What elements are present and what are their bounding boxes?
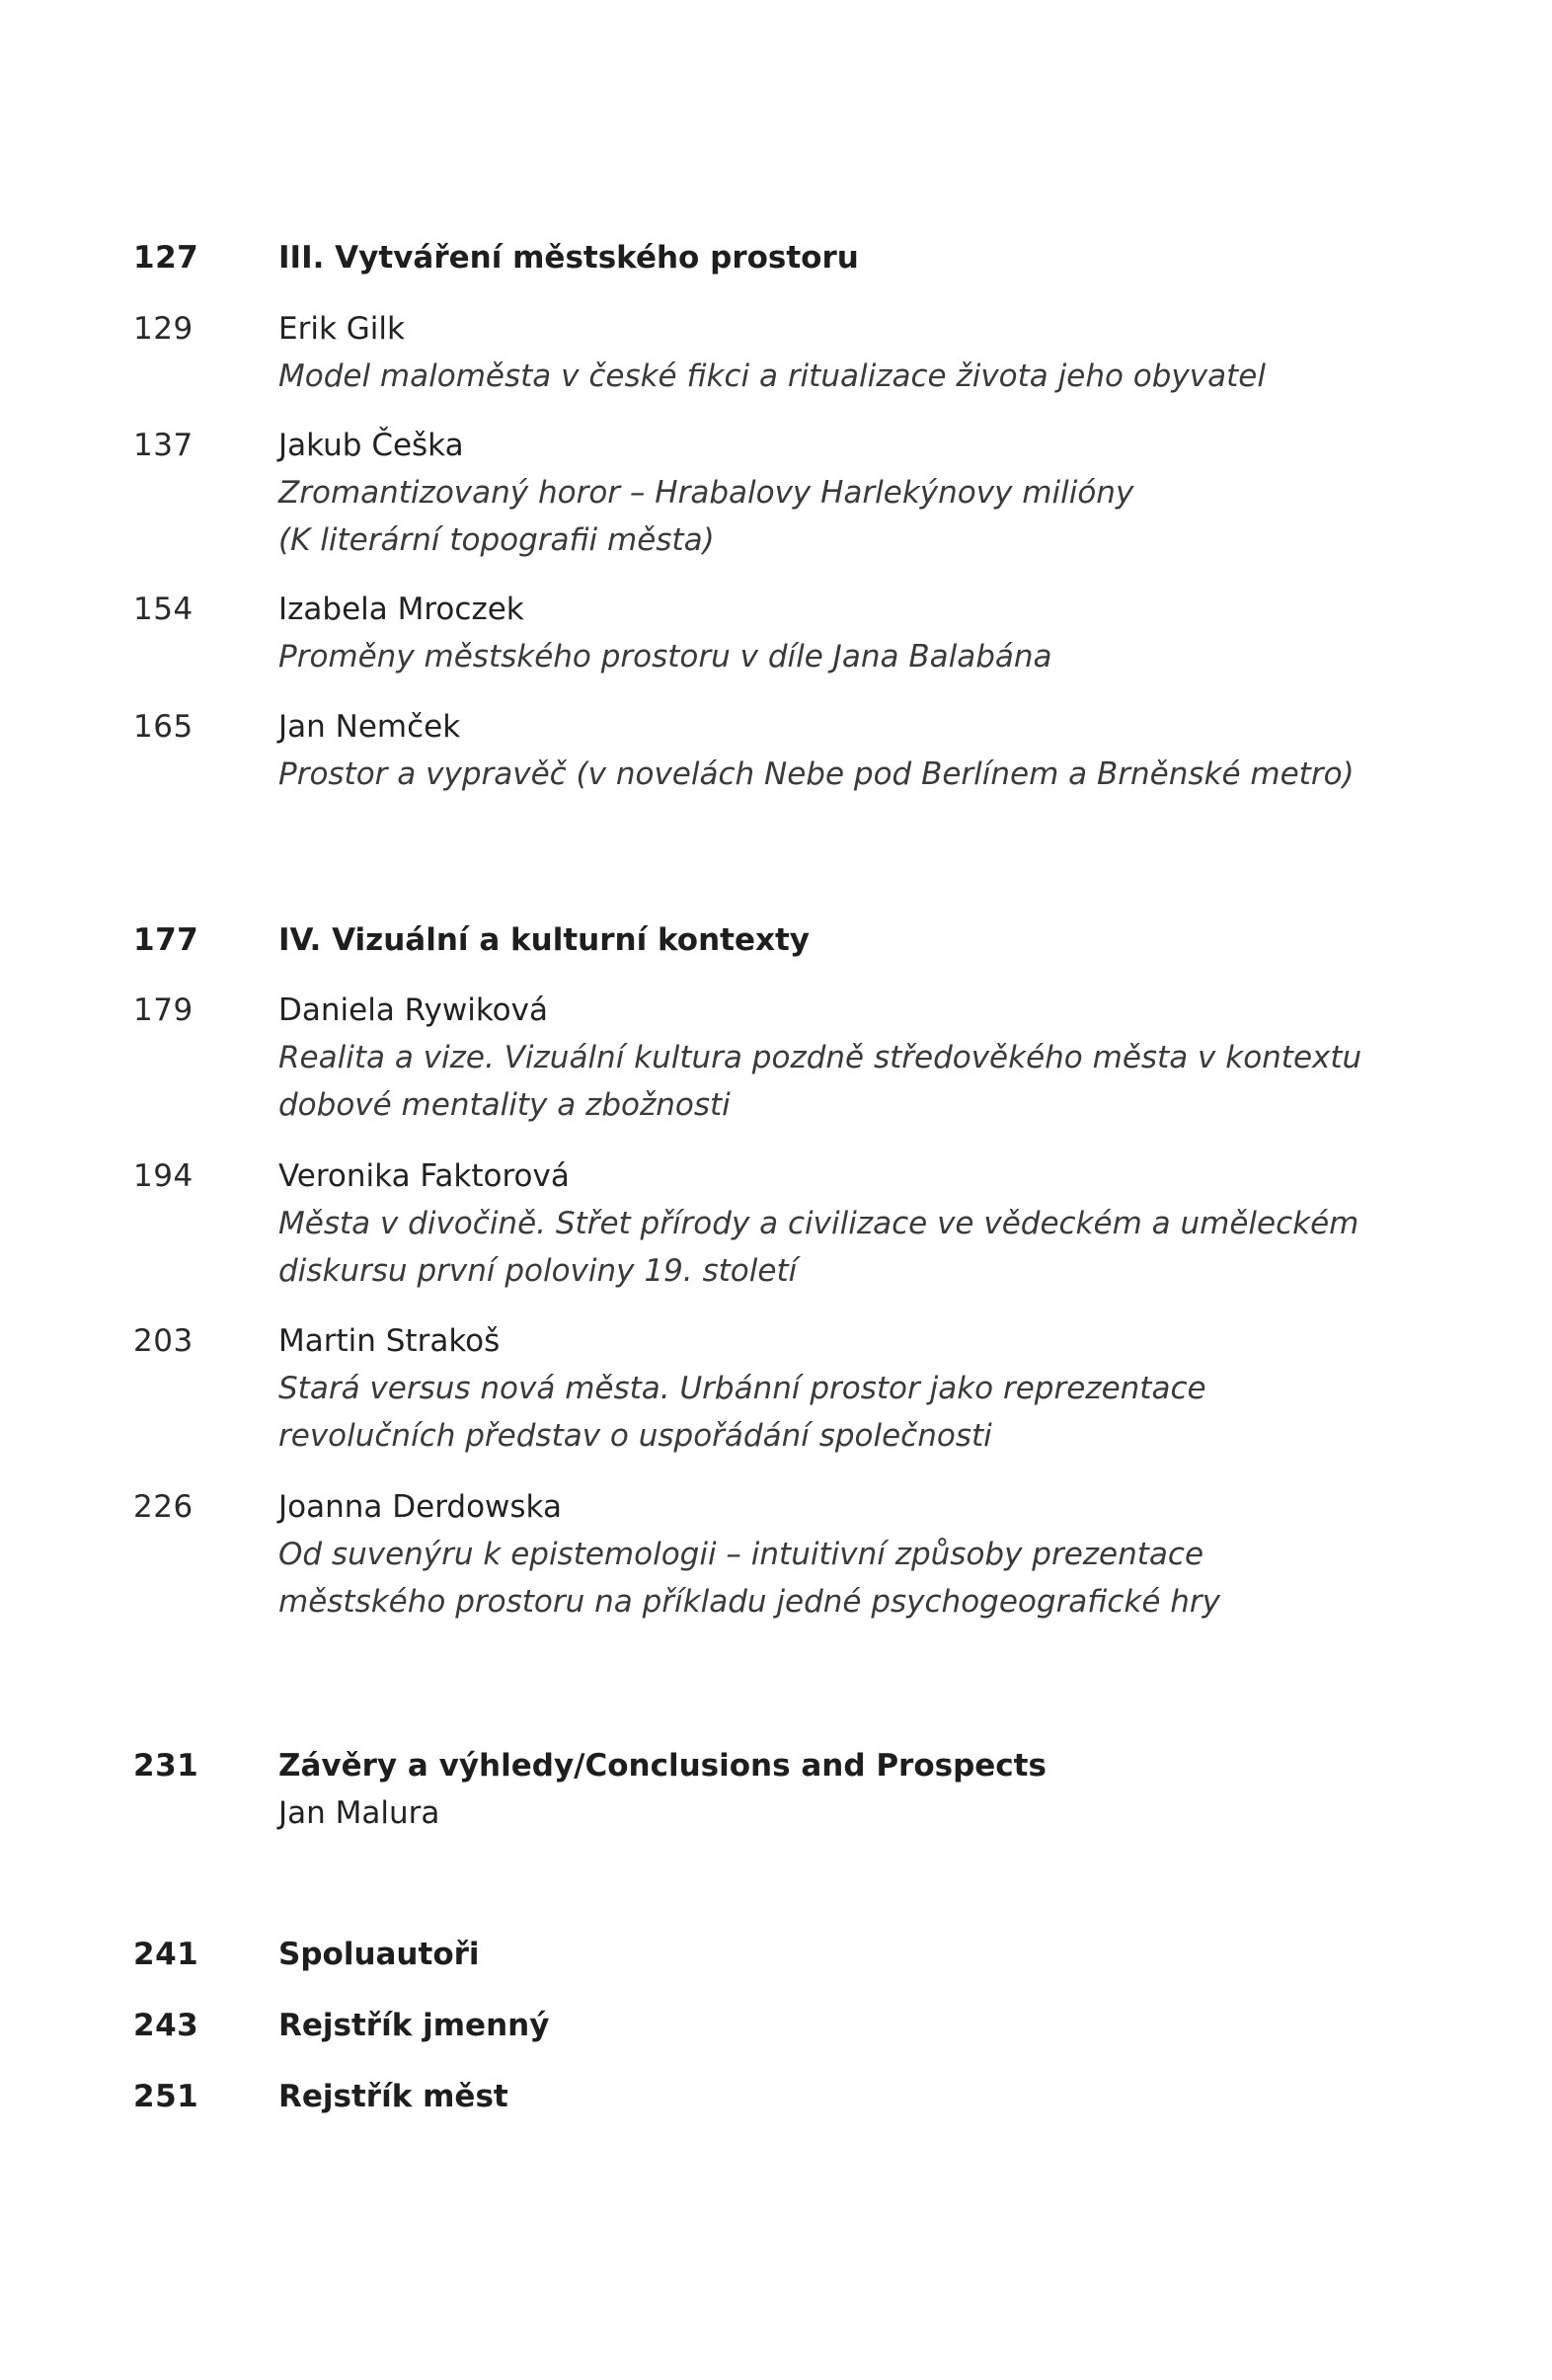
page-number: 194 <box>133 1158 194 1194</box>
entry-content <box>278 586 1443 680</box>
author-name: Daniela Rywiková <box>278 992 548 1028</box>
page-number: 127 <box>133 240 199 276</box>
page-number: 226 <box>133 1489 194 1525</box>
section-heading: Rejstřík jmenný <box>278 2008 550 2043</box>
entry-content <box>278 703 1443 798</box>
page-number: 154 <box>133 592 194 627</box>
page-number: 203 <box>133 1323 194 1359</box>
page-number: 243 <box>133 2008 199 2043</box>
author-name: Martin Strakoš <box>278 1323 501 1359</box>
chapter-title: (K literární topografii města) <box>278 522 715 558</box>
chapter-title: Města v divočině. Střet přírody a civilizace ve vědeckém a uměleckém <box>278 1206 1359 1241</box>
section-content <box>278 1931 1443 1978</box>
entry-content <box>278 305 1443 400</box>
section-content <box>278 234 1443 281</box>
entry-content <box>278 422 1443 564</box>
chapter-title: Prostor a vypravěč (v novelách Nebe pod Berlínem a Brněnské metro) <box>278 756 1355 792</box>
section-heading: IV. Vizuální a kulturní kontexty <box>278 922 811 958</box>
section-content <box>278 1742 1443 1837</box>
author-name: Izabela Mroczek <box>278 592 524 627</box>
chapter-title: Model maloměsta v české fikci a ritualizace života jeho obyvatel <box>278 358 1266 394</box>
page-number: 177 <box>133 922 199 958</box>
author-name: Jan Nemček <box>278 709 461 745</box>
page-number: 137 <box>133 428 194 463</box>
chapter-title: dobové mentality a zbožnosti <box>278 1087 731 1123</box>
entry-content <box>278 1152 1443 1295</box>
page-number: 241 <box>133 1937 199 1972</box>
page-number: 251 <box>133 2079 199 2114</box>
section-heading: Rejstřík měst <box>278 2079 508 2114</box>
entry-content <box>278 987 1443 1129</box>
author-name: Erik Gilk <box>278 311 405 347</box>
page-number: 129 <box>133 311 194 347</box>
chapter-title: revolučních představ o uspořádání společnosti <box>278 1418 992 1454</box>
chapter-title: Od suvenýru k epistemologii – intuitivní způsoby prezentace <box>278 1537 1204 1572</box>
page-number: 165 <box>133 709 194 745</box>
chapter-title: Realita a vize. Vizuální kultura pozdně středověkého města v kontextu <box>278 1040 1362 1075</box>
author-name: Veronika Faktorová <box>278 1158 570 1194</box>
author-name: Joanna Derdowska <box>278 1489 562 1525</box>
section-content <box>278 916 1443 964</box>
section-heading: Závěry a výhledy/Conclusions and Prospects <box>278 1748 1047 1784</box>
page-number: 179 <box>133 992 194 1028</box>
entry-content <box>278 1483 1443 1626</box>
chapter-title: městského prostoru na příkladu jedné psychogeografické hry <box>278 1584 1220 1620</box>
section-heading: Spoluautoři <box>278 1937 480 1972</box>
page-number: 231 <box>133 1748 199 1784</box>
author-name: Jakub Češka <box>278 428 464 463</box>
section-content <box>278 2073 1443 2120</box>
chapter-title: diskursu první poloviny 19. století <box>278 1253 798 1289</box>
chapter-title: Zromantizovaný horor – Hrabalovy Harlekýnovy milióny <box>278 475 1134 511</box>
entry-content <box>278 1317 1443 1460</box>
chapter-title: Proměny městského prostoru v díle Jana Balabána <box>278 639 1052 674</box>
author-name: Jan Malura <box>278 1795 440 1831</box>
chapter-title: Stará versus nová města. Urbánní prostor jako reprezentace <box>278 1371 1206 1406</box>
section-heading: III. Vytváření městského prostoru <box>278 240 859 276</box>
section-content <box>278 2002 1443 2049</box>
